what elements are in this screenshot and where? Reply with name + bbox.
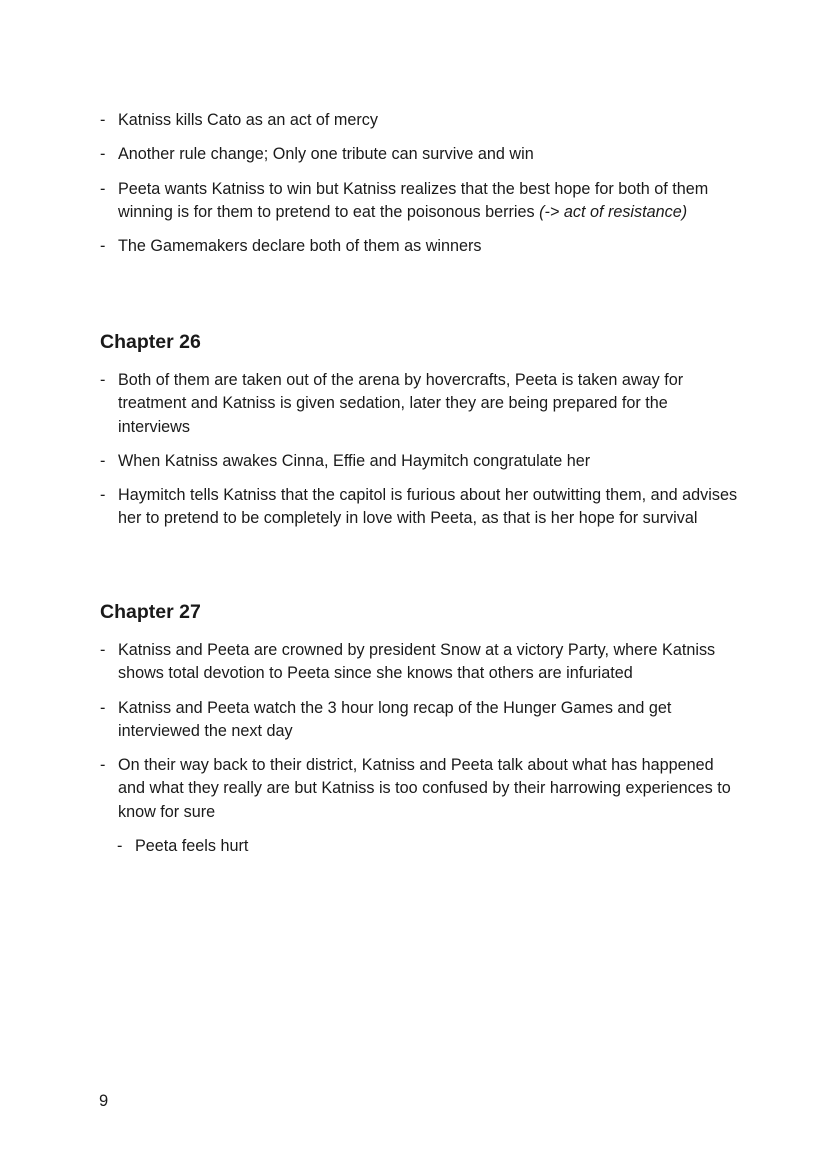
list-item-text: Both of them are taken out of the arena by hovercrafts, Peeta is taken away for treatment and Katniss is given sedation, later they are being prepared for the interviews xyxy=(118,371,684,436)
bullet-dash: - xyxy=(100,237,106,256)
list-item xyxy=(100,369,740,439)
list-item-text: Katniss and Peeta are crowned by president Snow at a victory Party, where Katniss shows total devotion to Peeta since she knows that others are infuriated xyxy=(118,641,716,683)
list-item xyxy=(100,109,740,132)
list-item xyxy=(100,143,740,166)
list-item xyxy=(100,484,740,531)
bullet-dash: - xyxy=(100,698,106,717)
intro-list xyxy=(100,109,740,258)
chapter-27-section xyxy=(100,600,740,869)
bullet-dash: - xyxy=(100,756,106,775)
chapter-27-list xyxy=(100,639,740,858)
list-item xyxy=(100,450,740,473)
bullet-dash: - xyxy=(100,371,106,389)
chapter-26-list xyxy=(100,369,740,531)
bullet-dash: - xyxy=(100,145,106,164)
list-item-text: Haymitch tells Katniss that the capitol is furious about her outwitting them, and advises her to pretend to be completely in love with Peeta, as that is her hope for survival xyxy=(118,486,738,528)
bullet-dash: - xyxy=(100,486,106,505)
list-item-text: Peeta feels hurt xyxy=(135,837,249,856)
list-item-text: The Gamemakers declare both of them as winners xyxy=(118,237,482,256)
list-item xyxy=(100,178,740,225)
list-item-text: When Katniss awakes Cinna, Effie and Haymitch congratulate her xyxy=(118,451,591,470)
list-item xyxy=(100,697,740,744)
list-item-text: Katniss kills Cato as an act of mercy xyxy=(118,111,378,129)
chapter-heading: Chapter 26 xyxy=(100,331,201,353)
list-item-text: Peeta wants Katniss to win but Katniss realizes that the best hope for both of them winning is for them to pretend to eat the poisonous berries xyxy=(118,179,709,221)
list-item xyxy=(100,639,740,686)
bullet-dash: - xyxy=(100,111,106,129)
chapter-heading: Chapter 27 xyxy=(100,601,201,623)
intro-section xyxy=(100,109,740,269)
bullet-dash: - xyxy=(100,179,106,198)
page-number: 9 xyxy=(99,1092,109,1110)
bullet-dash: - xyxy=(100,641,106,659)
list-item-text: Another rule change; Only one tribute can survive and win xyxy=(118,145,534,164)
list-item xyxy=(100,754,740,824)
sub-list-item xyxy=(117,835,740,858)
chapter-26-section xyxy=(100,330,740,542)
list-item xyxy=(100,235,740,258)
list-item-text: Katniss and Peeta watch the 3 hour long recap of the Hunger Games and get interviewed the next day xyxy=(118,698,672,740)
bullet-dash: - xyxy=(100,451,106,470)
list-item-emphasis: (-> act of resistance) xyxy=(539,202,688,221)
list-item-text: On their way back to their district, Katniss and Peeta talk about what has happened and what they really are but Katniss is too confused by their harrowing experiences to know for sure xyxy=(118,756,731,821)
bullet-dash: - xyxy=(117,837,123,856)
